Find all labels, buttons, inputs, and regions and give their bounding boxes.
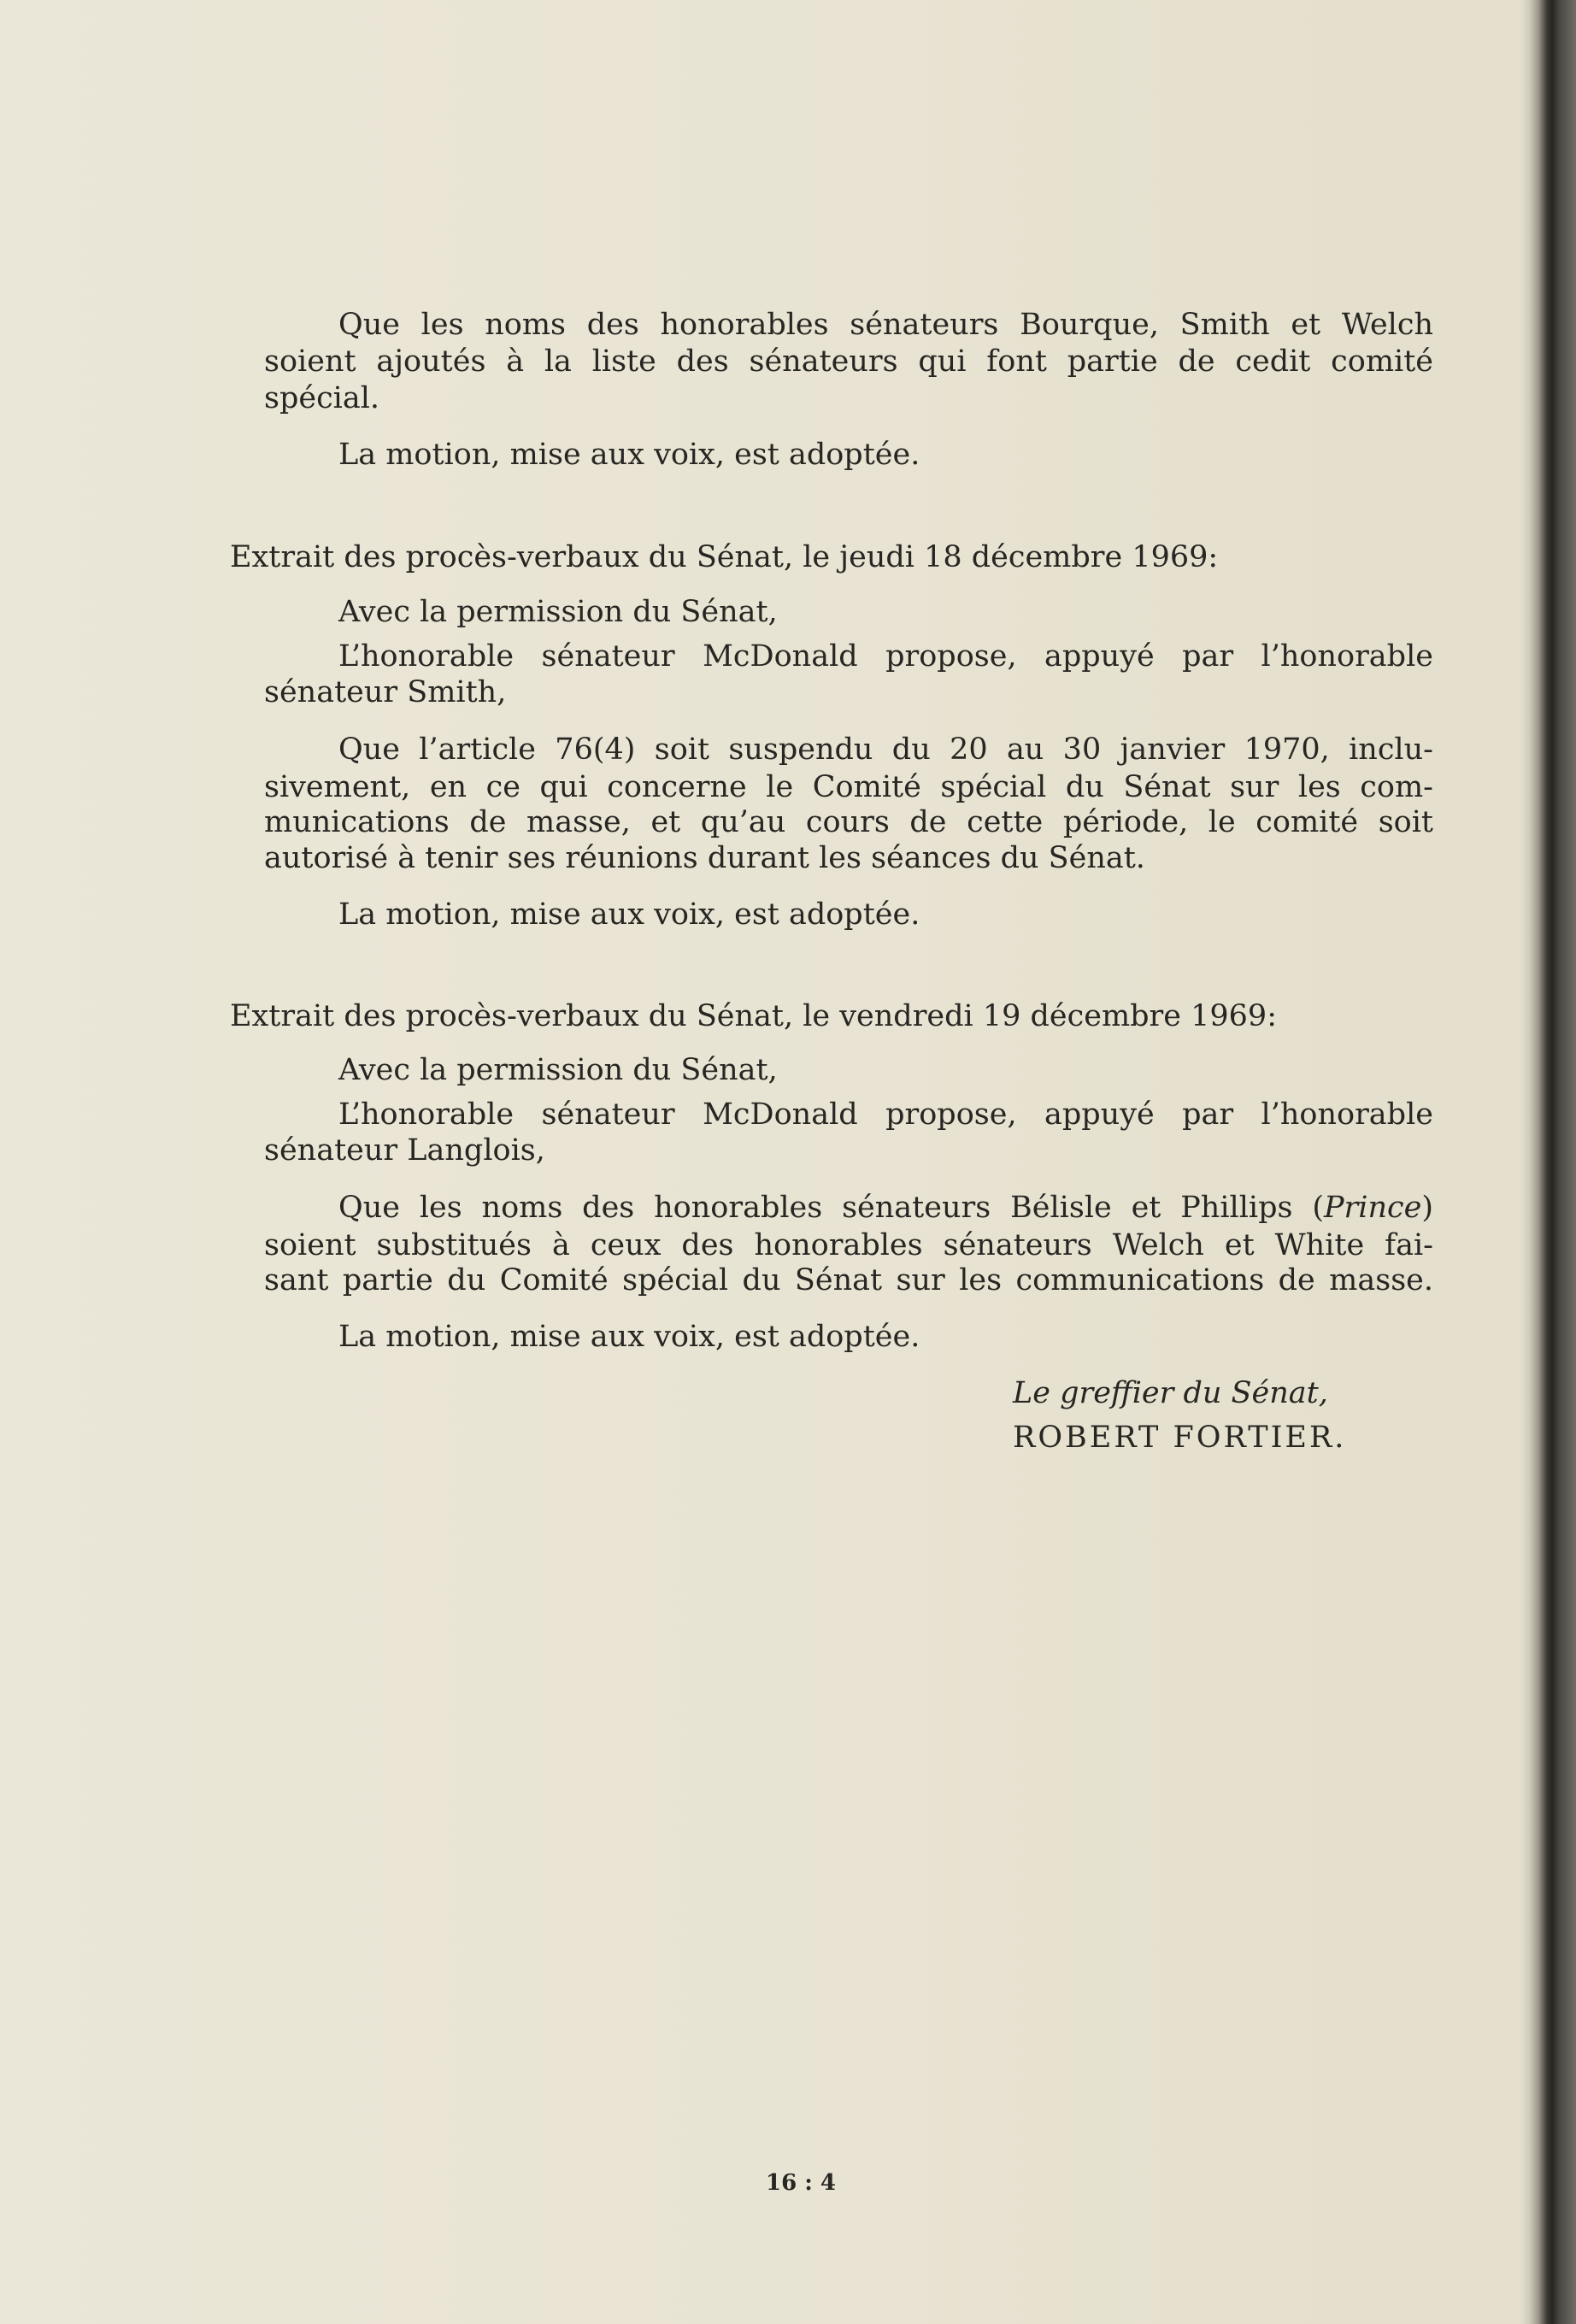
motion-result: La motion, mise aux voix, est adoptée. (338, 438, 920, 472)
resolution-line: soient substitués à ceux des honorables sénateurs Welch et White fai- (264, 1228, 1433, 1262)
proposal-line: L’honorable sénateur McDonald propose, appuyé par l’honorable (338, 1097, 1433, 1132)
permission-line: Avec la permission du Sénat, (338, 1053, 778, 1087)
proposal-line: sénateur Smith, (264, 675, 507, 709)
clerk-title: Le greffier du Sénat, (1013, 1376, 1328, 1410)
resolution-line: autorisé à tenir ses réunions durant les séances du Sénat. (264, 841, 1145, 875)
proposal-line: sénateur Langlois, (264, 1133, 545, 1168)
page-binding-shadow (1521, 0, 1576, 2324)
extract-heading: Extrait des procès-verbaux du Sénat, le jeudi 18 décembre 1969: (230, 540, 1219, 574)
permission-line: Avec la permission du Sénat, (338, 595, 778, 629)
paragraph-line: spécial. (264, 381, 380, 415)
resolution-line: sant partie du Comité spécial du Sénat sur les communications de masse. (264, 1263, 1433, 1297)
proposal-line: L’honorable sénateur McDonald propose, appuyé par l’honorable (338, 639, 1433, 674)
extract-heading: Extrait des procès-verbaux du Sénat, le vendredi 19 décembre 1969: (230, 999, 1277, 1033)
resolution-text: Que les noms des honorables sénateurs Bélisle et Phillips ( (338, 1191, 1324, 1225)
motion-result: La motion, mise aux voix, est adoptée. (338, 897, 920, 932)
resolution-line: sivement, en ce qui concerne le Comité spécial du Sénat sur les com- (264, 770, 1433, 804)
paragraph-line: soient ajoutés à la liste des sénateurs qui font partie de cedit comité (264, 344, 1433, 379)
resolution-text: ) (1421, 1191, 1433, 1225)
page-number: 16 : 4 (766, 2170, 836, 2196)
clerk-name: ROBERT FORTIER. (1013, 1421, 1347, 1455)
resolution-line (338, 1190, 1433, 1226)
resolution-line: Que l’article 76(4) soit suspendu du 20 au 30 janvier 1970, inclu- (338, 733, 1433, 767)
resolution-line: munications de masse, et qu’au cours de cette période, le comité soit (264, 805, 1433, 839)
motion-result: La motion, mise aux voix, est adoptée. (338, 1320, 920, 1354)
riding-name: Prince (1324, 1191, 1422, 1225)
paragraph-line: Que les noms des honorables sénateurs Bourque, Smith et Welch (338, 308, 1433, 342)
